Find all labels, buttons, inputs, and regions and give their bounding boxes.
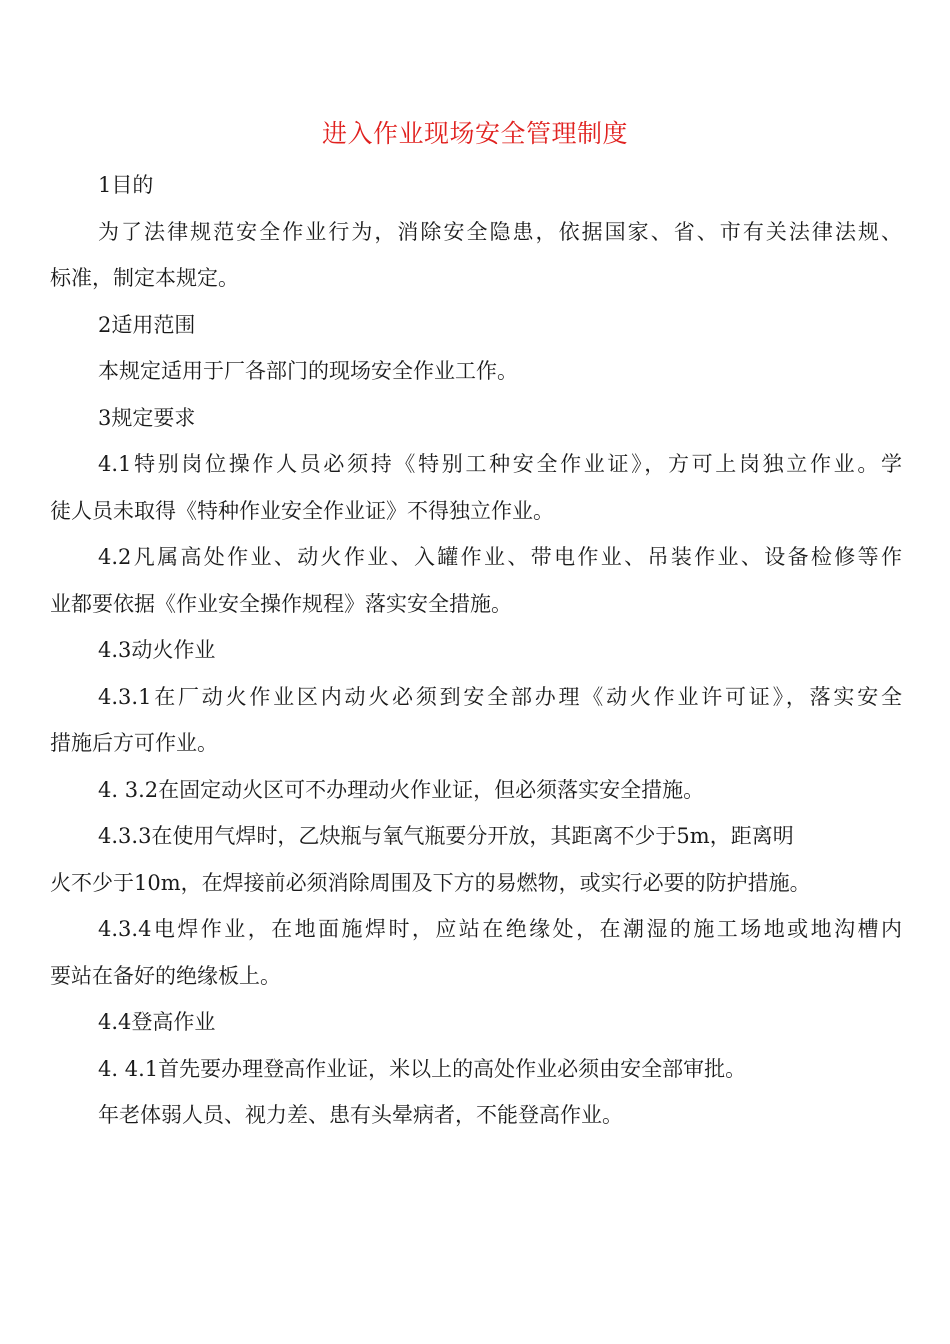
paragraph-line: 4. 4.1首先要办理登高作业证，米以上的高处作业必须由安全部审批。 — [98, 1056, 747, 1081]
paragraph-line: 4.3.3在使用气焊时，乙炔瓶与氧气瓶要分开放，其距离不少于5m，距离明 — [98, 824, 794, 848]
paragraph-line: 业都要依据《作业安全操作规程》落实安全措施。 — [50, 591, 512, 616]
paragraph-line: 本规定适用于厂各部门的现场安全作业工作。 — [98, 359, 518, 383]
paragraph-line: 4.3.1在厂动火作业区内动火必须到安全部办理《动火作业许可证》，落实安全 — [98, 684, 902, 709]
paragraph-line: 4. 3.2在固定动火区可不办理动火作业证，但必须落实安全措施。 — [98, 777, 705, 802]
paragraph-line: 4.3.4电焊作业，在地面施焊时，应站在绝缘处，在潮湿的施工场地或地沟槽内 — [98, 917, 902, 941]
paragraph-line: 要站在备好的绝缘板上。 — [50, 963, 281, 988]
document-body — [50, 162, 902, 1139]
paragraph-line: 4.2凡属高处作业、动火作业、入罐作业、带电作业、吊装作业、设备检修等作 — [98, 545, 902, 569]
paragraph-line: 年老体弱人员、视力差、患有头晕病者，不能登高作业。 — [98, 1103, 623, 1127]
paragraph-line: 火不少于10m，在焊接前必须消除周围及下方的易燃物，或实行必要的防护措施。 — [50, 870, 811, 895]
document-title: 进入作业现场安全管理制度 — [321, 119, 628, 148]
paragraph-line: 为了法律规范安全作业行为，消除安全隐患，依据国家、省、市有关法律法规、 — [98, 219, 902, 244]
paragraph-line: 徒人员未取得《特种作业安全作业证》不得独立作业。 — [50, 498, 554, 523]
subsection-heading-work-at-height: 4.4登高作业 — [98, 1010, 216, 1034]
section-heading-purpose: 1目的 — [98, 173, 154, 197]
paragraph-line: 措施后方可作业。 — [50, 731, 218, 755]
section-heading-requirements: 3规定要求 — [98, 405, 196, 430]
section-heading-scope: 2适用范围 — [98, 312, 196, 337]
paragraph-line: 4.1特别岗位操作人员必须持《特别工种安全作业证》，方可上岗独立作业。学 — [98, 452, 902, 476]
paragraph-line: 标准，制定本规定。 — [50, 266, 239, 290]
subsection-heading-hot-work: 4.3动火作业 — [98, 638, 216, 662]
